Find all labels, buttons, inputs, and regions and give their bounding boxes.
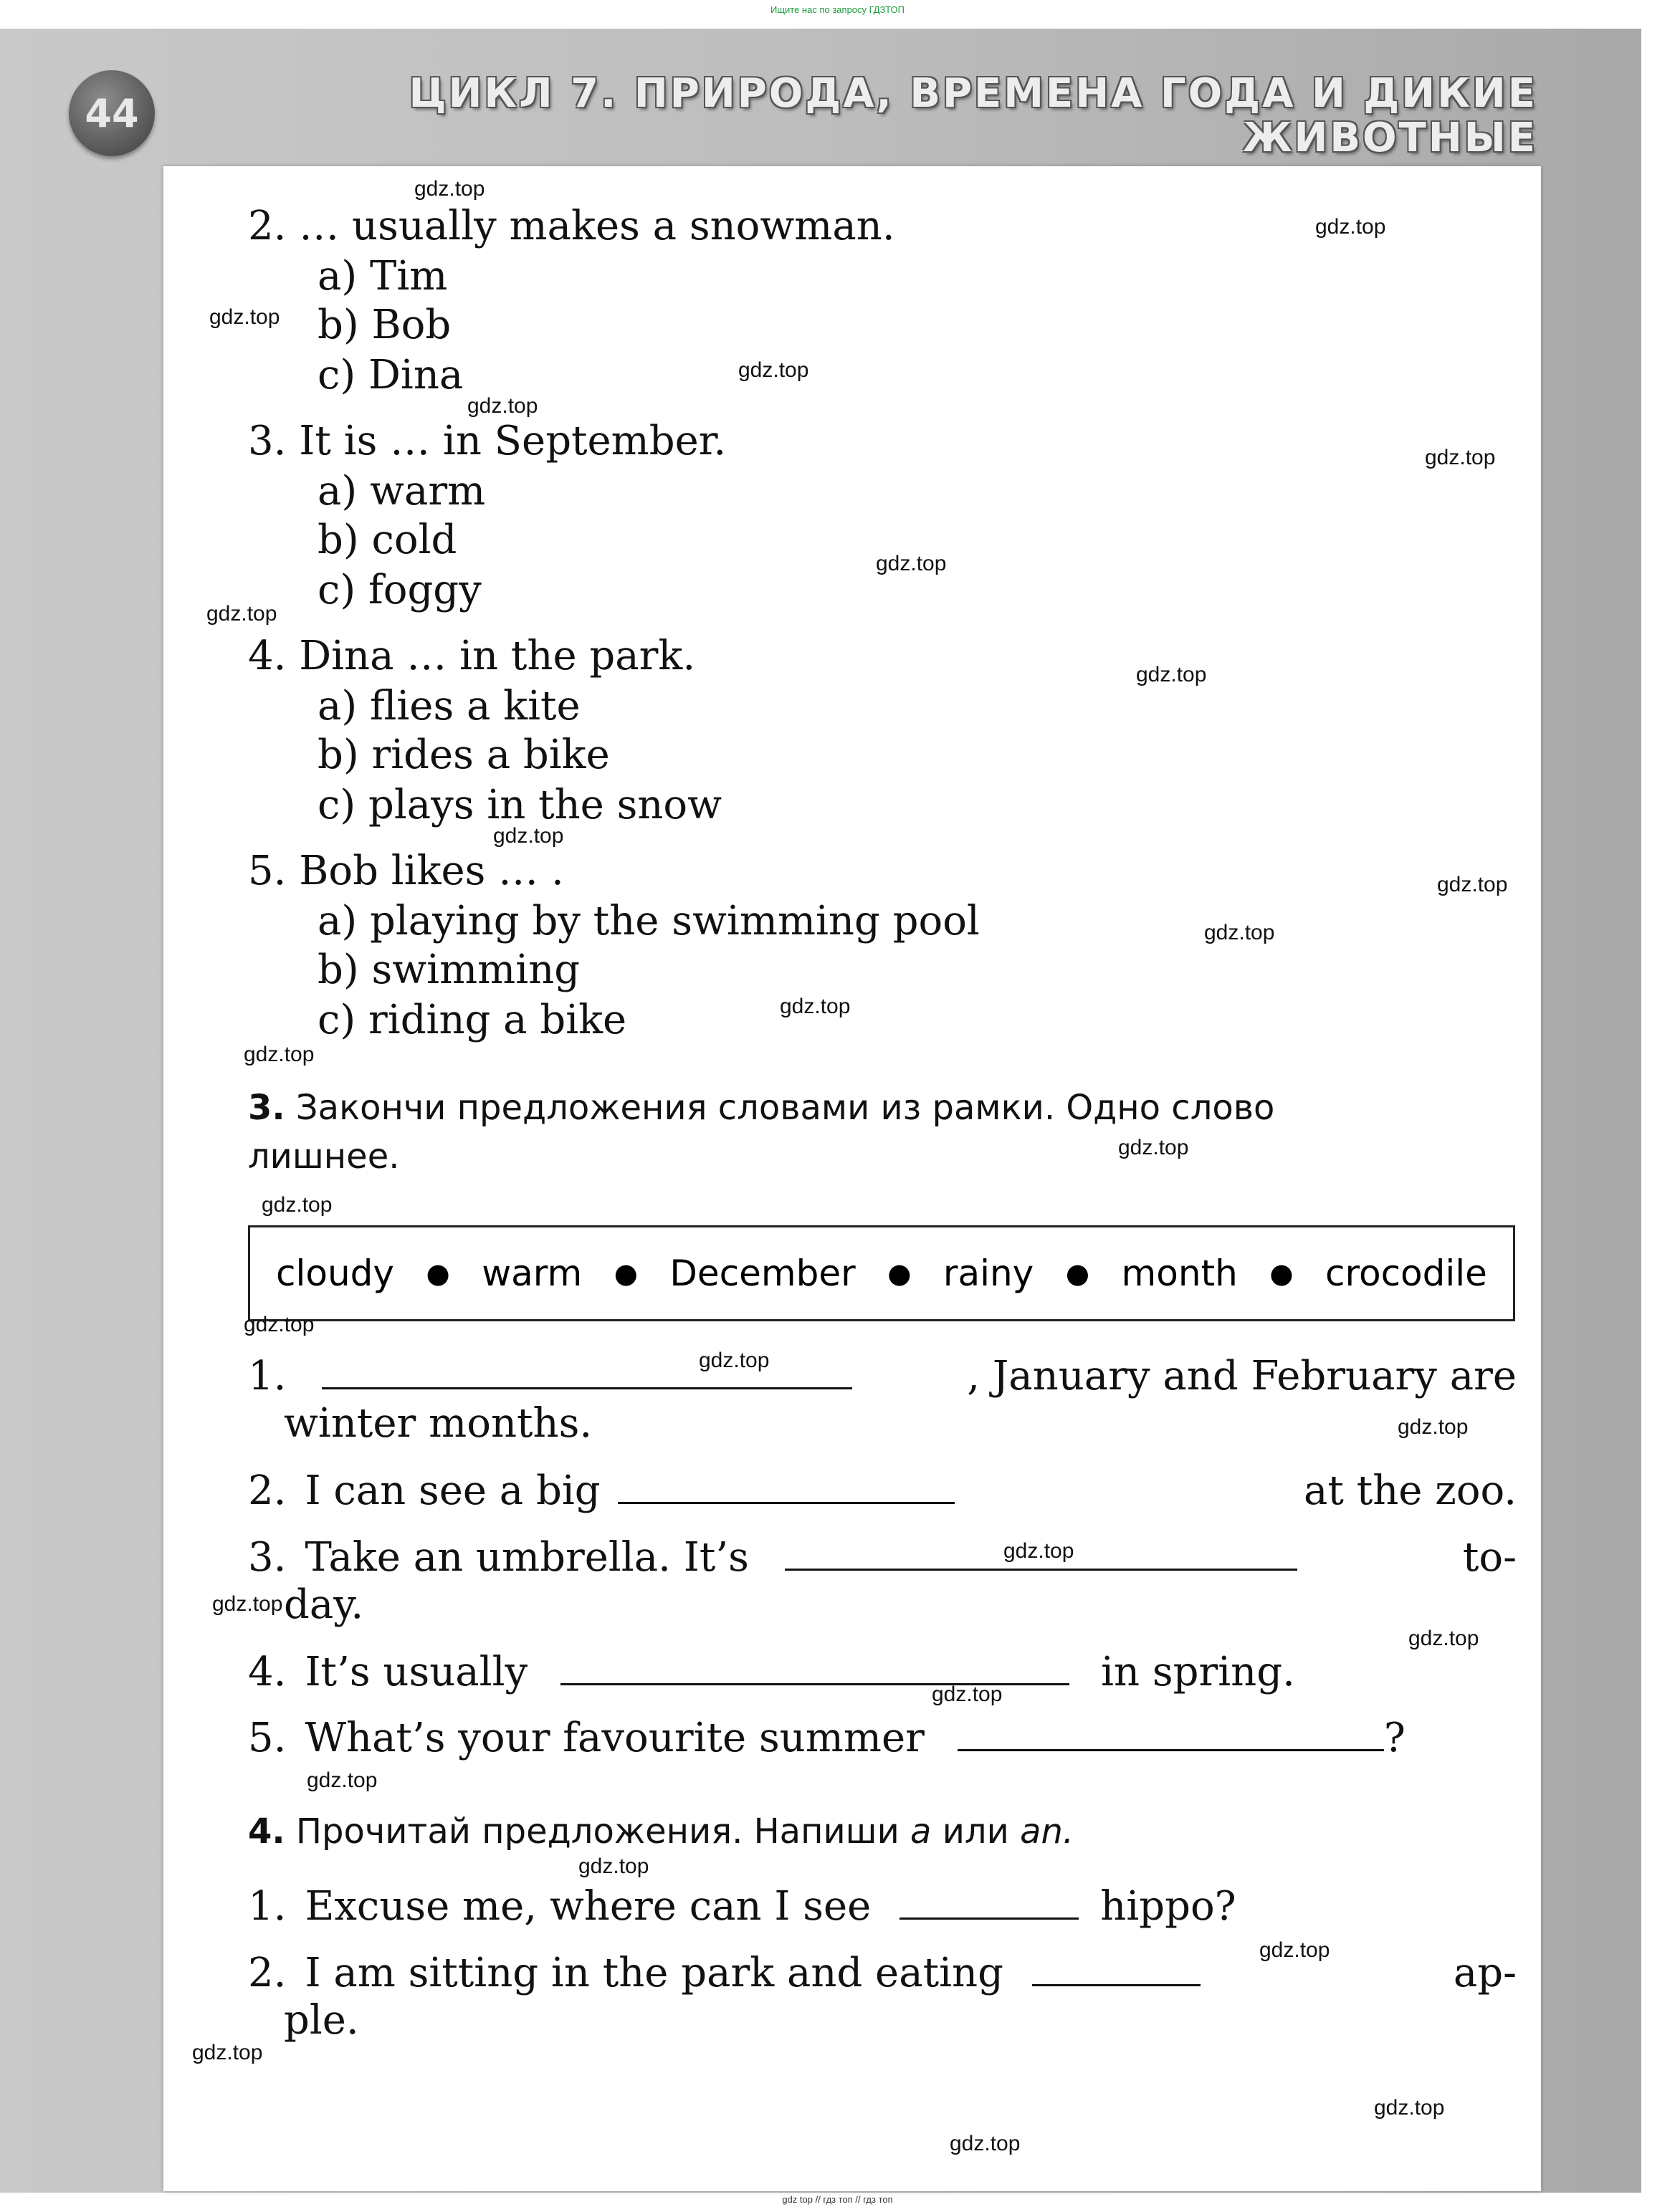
bullet-icon: ● xyxy=(614,1258,638,1289)
question-3: 3. It is … in September. xyxy=(248,418,727,464)
question-2: 2. … usually makes a snowman. xyxy=(248,203,895,249)
watermark: gdz.top xyxy=(209,305,280,329)
watermark: gdz.top xyxy=(244,1043,315,1066)
cycle-title-line1: ЦИКЛ 7. ПРИРОДА, ВРЕМЕНА ГОДА И ДИКИЕ xyxy=(409,70,1537,117)
watermark: gdz.top xyxy=(307,1768,378,1792)
watermark: gdz.top xyxy=(262,1193,333,1217)
task4-number: 4. xyxy=(248,1811,285,1852)
option-3a: a) warm xyxy=(318,468,486,514)
watermark: gdz.top xyxy=(1136,663,1207,686)
option-2c: c) Dina xyxy=(318,352,464,398)
watermark: gdz.top xyxy=(699,1349,770,1372)
bottom-note: gdz top // гдз топ // гдз топ xyxy=(782,2194,893,2205)
watermark: gdz.top xyxy=(1398,1415,1469,1439)
task4-sentence-1: 1. Excuse me, where can I see hippo? xyxy=(248,1883,1236,1930)
task3-sentence-3: 3. Take an umbrella. It’s to- day. xyxy=(248,1534,1517,1628)
watermark: gdz.top xyxy=(1259,1938,1330,1962)
word-box xyxy=(248,1225,1515,1321)
task3-sentence-5: 5. What’s your favourite summer ? xyxy=(248,1715,1406,1761)
watermark: gdz.top xyxy=(738,358,809,382)
bullet-icon: ● xyxy=(1269,1258,1294,1289)
answer-line[interactable] xyxy=(322,1353,852,1389)
option-3c: c) foggy xyxy=(318,567,482,613)
answer-line[interactable] xyxy=(1032,1950,1201,1986)
option-5a: a) playing by the swimming pool xyxy=(318,898,980,944)
task3-number: 3. xyxy=(248,1088,285,1128)
page-number: 44 xyxy=(69,70,155,156)
word-box-item: warm xyxy=(482,1253,583,1294)
option-3b: b) cold xyxy=(318,517,457,563)
option-4a: a) flies a kite xyxy=(318,683,581,729)
question-5: 5. Bob likes … . xyxy=(248,848,564,894)
watermark: gdz.top xyxy=(206,602,277,626)
watermark: gdz.top xyxy=(212,1592,283,1616)
option-5b: b) swimming xyxy=(318,947,581,993)
task4-instruction: 4. Прочитай предложения. Напиши a или an. xyxy=(248,1811,1074,1852)
watermark: gdz.top xyxy=(1437,873,1508,896)
answer-line[interactable] xyxy=(958,1715,1384,1751)
question-4: 4. Dina … in the park. xyxy=(248,633,696,679)
watermark: gdz.top xyxy=(1118,1136,1189,1159)
watermark: gdz.top xyxy=(192,2041,263,2064)
watermark: gdz.top xyxy=(467,394,538,418)
bullet-icon: ● xyxy=(1065,1258,1089,1289)
task3-sentence-1: 1. , January and February are winter months. xyxy=(248,1353,1517,1447)
word-box-item: cloudy xyxy=(276,1253,394,1294)
bullet-icon: ● xyxy=(887,1258,912,1289)
top-note: Ищите нас по запросу ГДЗТОП xyxy=(770,4,905,15)
worksheet xyxy=(163,166,1541,2191)
watermark: gdz.top xyxy=(244,1313,315,1336)
task4-sentence-2: 2. I am sitting in the park and eating ap- ple. xyxy=(248,1950,1517,2044)
watermark: gdz.top xyxy=(1425,446,1496,469)
answer-line[interactable] xyxy=(899,1883,1079,1920)
task3-instruction-line2: лишнее. xyxy=(248,1136,400,1177)
watermark: gdz.top xyxy=(950,2132,1021,2155)
word-box-item: month xyxy=(1121,1253,1238,1294)
option-4c: c) plays in the snow xyxy=(318,782,722,828)
task3-sentence-2: 2. I can see a big at the zoo. xyxy=(248,1468,1517,1514)
option-5c: c) riding a bike xyxy=(318,997,627,1043)
watermark: gdz.top xyxy=(1204,921,1275,944)
watermark: gdz.top xyxy=(1003,1539,1074,1563)
watermark: gdz.top xyxy=(932,1682,1003,1706)
word-box-item: December xyxy=(669,1253,856,1294)
watermark: gdz.top xyxy=(414,177,485,201)
cycle-title xyxy=(176,72,1537,161)
answer-line[interactable] xyxy=(618,1468,955,1504)
option-2a: a) Tim xyxy=(318,253,448,300)
answer-line[interactable] xyxy=(560,1649,1069,1685)
watermark: gdz.top xyxy=(1408,1627,1479,1650)
watermark: gdz.top xyxy=(1315,215,1386,239)
watermark: gdz.top xyxy=(780,995,851,1018)
task3-sentence-4: 4. It’s usually in spring. xyxy=(248,1649,1295,1695)
watermark: gdz.top xyxy=(1374,2096,1445,2120)
watermark: gdz.top xyxy=(493,824,564,848)
watermark: gdz.top xyxy=(578,1854,649,1878)
watermark: gdz.top xyxy=(876,552,947,575)
option-4b: b) rides a bike xyxy=(318,732,610,778)
cycle-title-line2: ЖИВОТНЫЕ xyxy=(1242,115,1537,161)
bullet-icon: ● xyxy=(426,1258,450,1289)
option-2b: b) Bob xyxy=(318,302,452,348)
task3-instruction-line1: Закончи предложения словами из рамки. Одно слово xyxy=(295,1088,1275,1128)
word-box-item: crocodile xyxy=(1325,1253,1487,1294)
word-box-item: rainy xyxy=(943,1253,1034,1294)
task3-instruction xyxy=(248,1083,1517,1181)
